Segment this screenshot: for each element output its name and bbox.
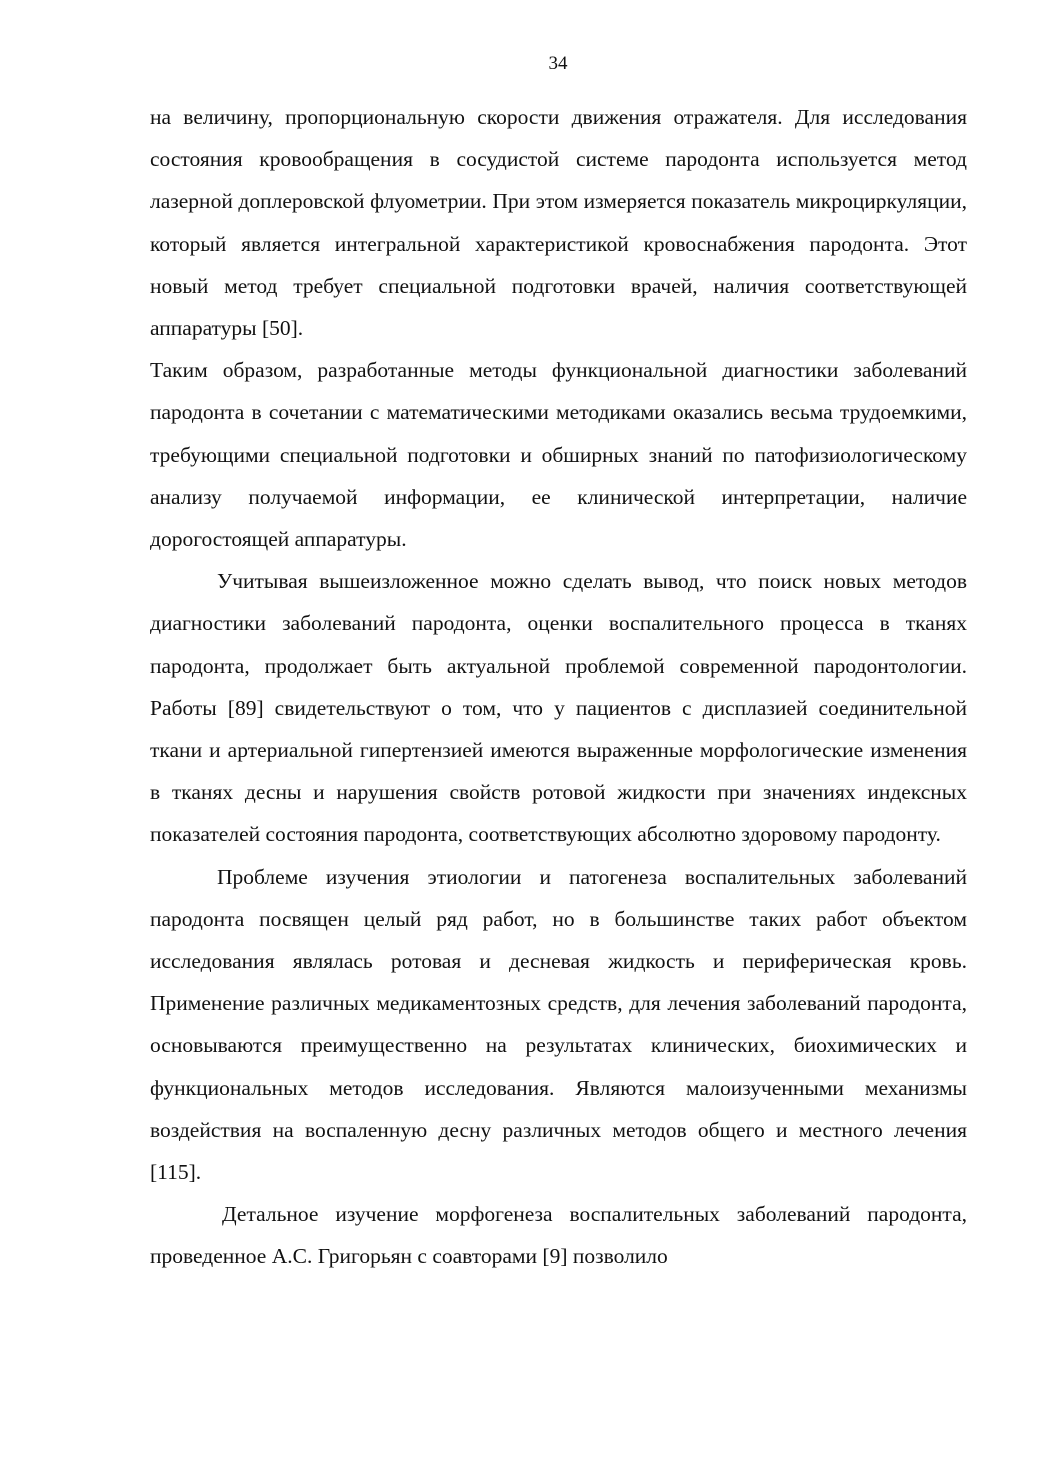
paragraph-morphogenesis: Детальное изучение морфогенеза воспалительных заболеваний пародонта, проведенное А.С. Григорьян с соавторами [9] позволило xyxy=(150,1202,967,1269)
paragraph-conclusion-new-methods: Учитывая вышеизложенное можно сделать вывод, что поиск новых методов диагностики заболеваний пародонта, оценки воспалительного процесса в тканях пародонта, продолжает быть актуальной проблемой современной пародонтологии. Работы [89] свидетельствуют о том, что у пациентов с дисплазией соединительной ткани и артериальной гипертензией имеются выраженные морфологические изменения в тканях десны и нарушения свойств ротовой жидкости при значениях индексных показателей состояния пародонта, соответствующих абсолютно здоровому пародонту. xyxy=(150,569,967,847)
paragraph-functional-diagnostics: Таким образом, разработанные методы функциональной диагностики заболеваний пародонта в сочетании с математическими методиками оказались весьма трудоемкими, требующими специальной подготовки и обширных знаний по патофизиологическому анализу получаемой информации, ее клинической интерпретации, наличие дорогостоящей аппаратуры. xyxy=(150,358,967,552)
body-text xyxy=(150,96,967,1278)
paragraph-etiology-pathogenesis: Проблеме изучения этиологии и патогенеза воспалительных заболеваний пародонта посвящен целый ряд работ, но в большинстве таких работ объектом исследования являлась ротовая и десневая жидкость и периферическая кровь. Применение различных медикаментозных средств, для лечения заболеваний пародонта, основываются преимущественно на результатах клинических, биохимических и функциональных методов исследования. Являются малоизученными механизмы воздействия на воспаленную десну различных методов общего и местного лечения [115]. xyxy=(150,864,967,1185)
paragraph-doppler-flowmetry: на величину, пропорциональную скорости движения отражателя. Для исследования состояния кровообращения в сосудистой системе пародонта используется метод лазерной доплеровской флуометрии. При этом измеряется показатель микроциркуляции, который является интегральной характеристикой кровоснабжения пародонта. Этот новый метод требует специальной подготовки врачей, наличия соответствующей аппаратуры [50]. xyxy=(150,105,967,341)
page-number: 34 xyxy=(548,53,568,74)
